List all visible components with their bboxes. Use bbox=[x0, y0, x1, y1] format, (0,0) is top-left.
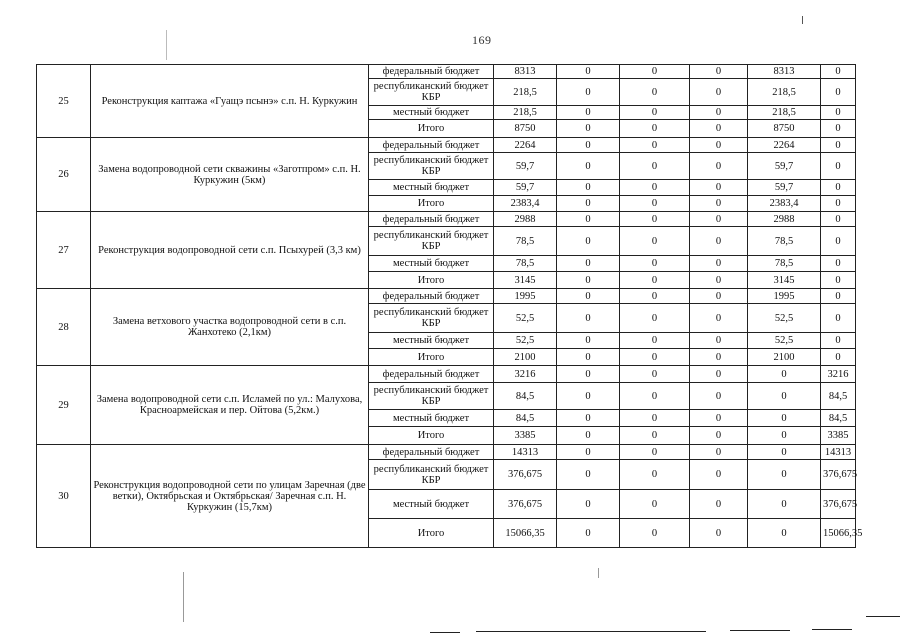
total-value: 14313 bbox=[494, 445, 557, 460]
year-value: 0 bbox=[557, 120, 620, 138]
total-value: 218,5 bbox=[494, 79, 557, 106]
total-value: 2100 bbox=[494, 349, 557, 366]
year-value: 0 bbox=[690, 180, 748, 196]
year-value: 0 bbox=[557, 445, 620, 460]
total-value: 84,5 bbox=[494, 410, 557, 427]
year-value: 0 bbox=[620, 106, 690, 120]
year-value: 0 bbox=[690, 519, 748, 548]
year-value: 0 bbox=[557, 65, 620, 79]
total-value: 3145 bbox=[494, 272, 557, 289]
year-value: 0 bbox=[690, 138, 748, 153]
year-value: 0 bbox=[748, 460, 821, 490]
year-value: 0 bbox=[690, 490, 748, 519]
year-value: 1995 bbox=[748, 289, 821, 304]
year-value: 0 bbox=[620, 79, 690, 106]
year-value: 0 bbox=[821, 79, 856, 106]
year-value: 0 bbox=[690, 256, 748, 272]
scan-line bbox=[476, 631, 706, 632]
year-value: 0 bbox=[620, 460, 690, 490]
year-value: 0 bbox=[620, 138, 690, 153]
year-value: 0 bbox=[748, 490, 821, 519]
total-value: 8750 bbox=[494, 120, 557, 138]
funding-source: местный бюджет bbox=[369, 106, 494, 120]
year-value: 0 bbox=[821, 256, 856, 272]
year-value: 0 bbox=[620, 304, 690, 333]
year-value: 0 bbox=[557, 289, 620, 304]
year-value: 2264 bbox=[748, 138, 821, 153]
budget-table bbox=[36, 64, 863, 548]
year-value: 84,5 bbox=[821, 410, 856, 427]
funding-source: федеральный бюджет bbox=[369, 65, 494, 79]
funding-source: Итого bbox=[369, 196, 494, 212]
year-value: 2383,4 bbox=[748, 196, 821, 212]
total-value: 8313 bbox=[494, 65, 557, 79]
table-row bbox=[37, 366, 856, 383]
year-value: 0 bbox=[557, 490, 620, 519]
year-value: 0 bbox=[821, 304, 856, 333]
year-value: 0 bbox=[557, 519, 620, 548]
year-value: 0 bbox=[690, 120, 748, 138]
year-value: 0 bbox=[620, 196, 690, 212]
year-value: 0 bbox=[690, 445, 748, 460]
scan-mark bbox=[802, 16, 803, 24]
table-row bbox=[37, 65, 856, 79]
year-value: 2100 bbox=[748, 349, 821, 366]
year-value: 0 bbox=[690, 79, 748, 106]
total-value: 376,675 bbox=[494, 490, 557, 519]
year-value: 0 bbox=[557, 333, 620, 349]
scan-line bbox=[430, 632, 460, 633]
total-value: 2988 bbox=[494, 212, 557, 227]
total-value: 84,5 bbox=[494, 383, 557, 410]
table-row bbox=[37, 445, 856, 460]
year-value: 0 bbox=[620, 120, 690, 138]
year-value: 0 bbox=[557, 138, 620, 153]
funding-source: республиканский бюджет КБР bbox=[369, 460, 494, 490]
total-value: 78,5 bbox=[494, 227, 557, 256]
year-value: 0 bbox=[620, 289, 690, 304]
year-value: 0 bbox=[821, 196, 856, 212]
year-value: 0 bbox=[620, 256, 690, 272]
year-value: 3385 bbox=[821, 427, 856, 445]
year-value: 0 bbox=[690, 272, 748, 289]
year-value: 0 bbox=[748, 366, 821, 383]
scan-line bbox=[866, 616, 900, 617]
year-value: 0 bbox=[690, 304, 748, 333]
year-value: 8313 bbox=[748, 65, 821, 79]
project-title: Замена водопроводной сети скважины «Заготпром» с.п. Н. Куркужин (5км) bbox=[91, 138, 369, 212]
year-value: 14313 bbox=[821, 445, 856, 460]
year-value: 0 bbox=[690, 227, 748, 256]
year-value: 3216 bbox=[821, 366, 856, 383]
project-number: 29 bbox=[37, 366, 91, 445]
funding-source: республиканский бюджет КБР bbox=[369, 304, 494, 333]
project-number: 25 bbox=[37, 65, 91, 138]
year-value: 59,7 bbox=[748, 180, 821, 196]
table-row bbox=[37, 138, 856, 153]
year-value: 0 bbox=[620, 153, 690, 180]
year-value: 376,675 bbox=[821, 490, 856, 519]
year-value: 0 bbox=[821, 65, 856, 79]
funding-source: федеральный бюджет bbox=[369, 289, 494, 304]
funding-source: федеральный бюджет bbox=[369, 366, 494, 383]
project-title: Реконструкция каптажа «Гуащэ псынэ» с.п. Н. Куркужин bbox=[91, 65, 369, 138]
funding-source: республиканский бюджет КБР bbox=[369, 383, 494, 410]
year-value: 0 bbox=[690, 212, 748, 227]
total-value: 59,7 bbox=[494, 180, 557, 196]
year-value: 0 bbox=[557, 427, 620, 445]
year-value: 0 bbox=[557, 460, 620, 490]
year-value: 84,5 bbox=[821, 383, 856, 410]
funding-source: Итого bbox=[369, 120, 494, 138]
project-number: 26 bbox=[37, 138, 91, 212]
year-value: 0 bbox=[557, 256, 620, 272]
funding-source: Итого bbox=[369, 519, 494, 548]
scan-mark bbox=[183, 572, 184, 622]
year-value: 0 bbox=[690, 410, 748, 427]
budget-table-body bbox=[37, 65, 863, 548]
year-value: 0 bbox=[748, 383, 821, 410]
year-value: 15066,35 bbox=[821, 519, 856, 548]
year-value: 0 bbox=[690, 65, 748, 79]
year-value: 0 bbox=[748, 410, 821, 427]
funding-source: федеральный бюджет bbox=[369, 212, 494, 227]
year-value: 0 bbox=[620, 410, 690, 427]
year-value: 0 bbox=[620, 65, 690, 79]
total-value: 218,5 bbox=[494, 106, 557, 120]
year-value: 3145 bbox=[748, 272, 821, 289]
project-title: Реконструкция водопроводной сети с.п. Псыхурей (3,3 км) bbox=[91, 212, 369, 289]
year-value: 0 bbox=[690, 196, 748, 212]
year-value: 376,675 bbox=[821, 460, 856, 490]
year-value: 0 bbox=[821, 106, 856, 120]
funding-source: федеральный бюджет bbox=[369, 138, 494, 153]
year-value: 0 bbox=[690, 460, 748, 490]
funding-source: Итого bbox=[369, 349, 494, 366]
year-value: 0 bbox=[557, 196, 620, 212]
year-value: 0 bbox=[821, 289, 856, 304]
year-value: 0 bbox=[821, 333, 856, 349]
scan-line bbox=[812, 629, 852, 630]
year-value: 0 bbox=[557, 227, 620, 256]
table-row bbox=[37, 289, 856, 304]
year-value: 0 bbox=[690, 289, 748, 304]
total-value: 3385 bbox=[494, 427, 557, 445]
year-value: 78,5 bbox=[748, 256, 821, 272]
year-value: 0 bbox=[557, 366, 620, 383]
year-value: 52,5 bbox=[748, 304, 821, 333]
year-value: 0 bbox=[821, 227, 856, 256]
year-value: 0 bbox=[557, 153, 620, 180]
year-value: 0 bbox=[690, 349, 748, 366]
scan-mark bbox=[598, 568, 599, 578]
year-value: 0 bbox=[620, 180, 690, 196]
scan-mark bbox=[166, 30, 167, 60]
year-value: 0 bbox=[557, 106, 620, 120]
funding-source: местный бюджет bbox=[369, 256, 494, 272]
funding-source: республиканский бюджет КБР bbox=[369, 227, 494, 256]
total-value: 2264 bbox=[494, 138, 557, 153]
year-value: 0 bbox=[557, 410, 620, 427]
year-value: 0 bbox=[690, 427, 748, 445]
year-value: 0 bbox=[690, 366, 748, 383]
year-value: 0 bbox=[557, 383, 620, 410]
funding-source: республиканский бюджет КБР bbox=[369, 79, 494, 106]
year-value: 0 bbox=[690, 153, 748, 180]
project-title: Замена ветхового участка водопроводной сети в с.п. Жанхотеко (2,1км) bbox=[91, 289, 369, 366]
total-value: 1995 bbox=[494, 289, 557, 304]
year-value: 0 bbox=[557, 304, 620, 333]
year-value: 0 bbox=[748, 427, 821, 445]
year-value: 0 bbox=[690, 106, 748, 120]
funding-source: местный бюджет bbox=[369, 333, 494, 349]
funding-source: местный бюджет bbox=[369, 410, 494, 427]
year-value: 0 bbox=[620, 212, 690, 227]
project-number: 27 bbox=[37, 212, 91, 289]
year-value: 0 bbox=[620, 366, 690, 383]
funding-source: Итого bbox=[369, 272, 494, 289]
funding-source: местный бюджет bbox=[369, 180, 494, 196]
total-value: 59,7 bbox=[494, 153, 557, 180]
project-number: 30 bbox=[37, 445, 91, 548]
year-value: 2988 bbox=[748, 212, 821, 227]
total-value: 3216 bbox=[494, 366, 557, 383]
year-value: 0 bbox=[620, 383, 690, 410]
total-value: 78,5 bbox=[494, 256, 557, 272]
year-value: 0 bbox=[821, 138, 856, 153]
year-value: 0 bbox=[620, 333, 690, 349]
year-value: 0 bbox=[557, 212, 620, 227]
year-value: 0 bbox=[557, 180, 620, 196]
funding-source: Итого bbox=[369, 427, 494, 445]
year-value: 0 bbox=[620, 349, 690, 366]
year-value: 218,5 bbox=[748, 106, 821, 120]
project-title: Реконструкция водопроводной сети по улицам Заречная (две ветки), Октябрьская и Октябрьская/ Заречная с.п. Н. Куркужин (15,7км) bbox=[91, 445, 369, 548]
table-row bbox=[37, 212, 856, 227]
year-value: 0 bbox=[748, 445, 821, 460]
funding-source: местный бюджет bbox=[369, 490, 494, 519]
year-value: 0 bbox=[821, 153, 856, 180]
year-value: 0 bbox=[620, 519, 690, 548]
total-value: 52,5 bbox=[494, 333, 557, 349]
year-value: 0 bbox=[821, 180, 856, 196]
total-value: 52,5 bbox=[494, 304, 557, 333]
year-value: 0 bbox=[690, 333, 748, 349]
year-value: 52,5 bbox=[748, 333, 821, 349]
year-value: 78,5 bbox=[748, 227, 821, 256]
funding-source: республиканский бюджет КБР bbox=[369, 153, 494, 180]
funding-source: федеральный бюджет bbox=[369, 445, 494, 460]
project-title: Замена водопроводной сети с.п. Исламей по ул.: Малухова, Красноармейская и пер. Ойтова (5,2км.) bbox=[91, 366, 369, 445]
project-number: 28 bbox=[37, 289, 91, 366]
year-value: 59,7 bbox=[748, 153, 821, 180]
scan-line bbox=[730, 630, 790, 631]
year-value: 0 bbox=[620, 272, 690, 289]
year-value: 0 bbox=[620, 490, 690, 519]
year-value: 0 bbox=[748, 519, 821, 548]
year-value: 0 bbox=[557, 349, 620, 366]
year-value: 0 bbox=[557, 272, 620, 289]
year-value: 0 bbox=[557, 79, 620, 106]
year-value: 0 bbox=[821, 272, 856, 289]
page-number: 169 bbox=[472, 33, 492, 47]
total-value: 376,675 bbox=[494, 460, 557, 490]
year-value: 0 bbox=[620, 445, 690, 460]
year-value: 0 bbox=[620, 227, 690, 256]
total-value: 2383,4 bbox=[494, 196, 557, 212]
year-value: 0 bbox=[821, 120, 856, 138]
total-value: 15066,35 bbox=[494, 519, 557, 548]
year-value: 0 bbox=[821, 212, 856, 227]
year-value: 0 bbox=[690, 383, 748, 410]
year-value: 0 bbox=[620, 427, 690, 445]
year-value: 218,5 bbox=[748, 79, 821, 106]
year-value: 0 bbox=[821, 349, 856, 366]
year-value: 8750 bbox=[748, 120, 821, 138]
